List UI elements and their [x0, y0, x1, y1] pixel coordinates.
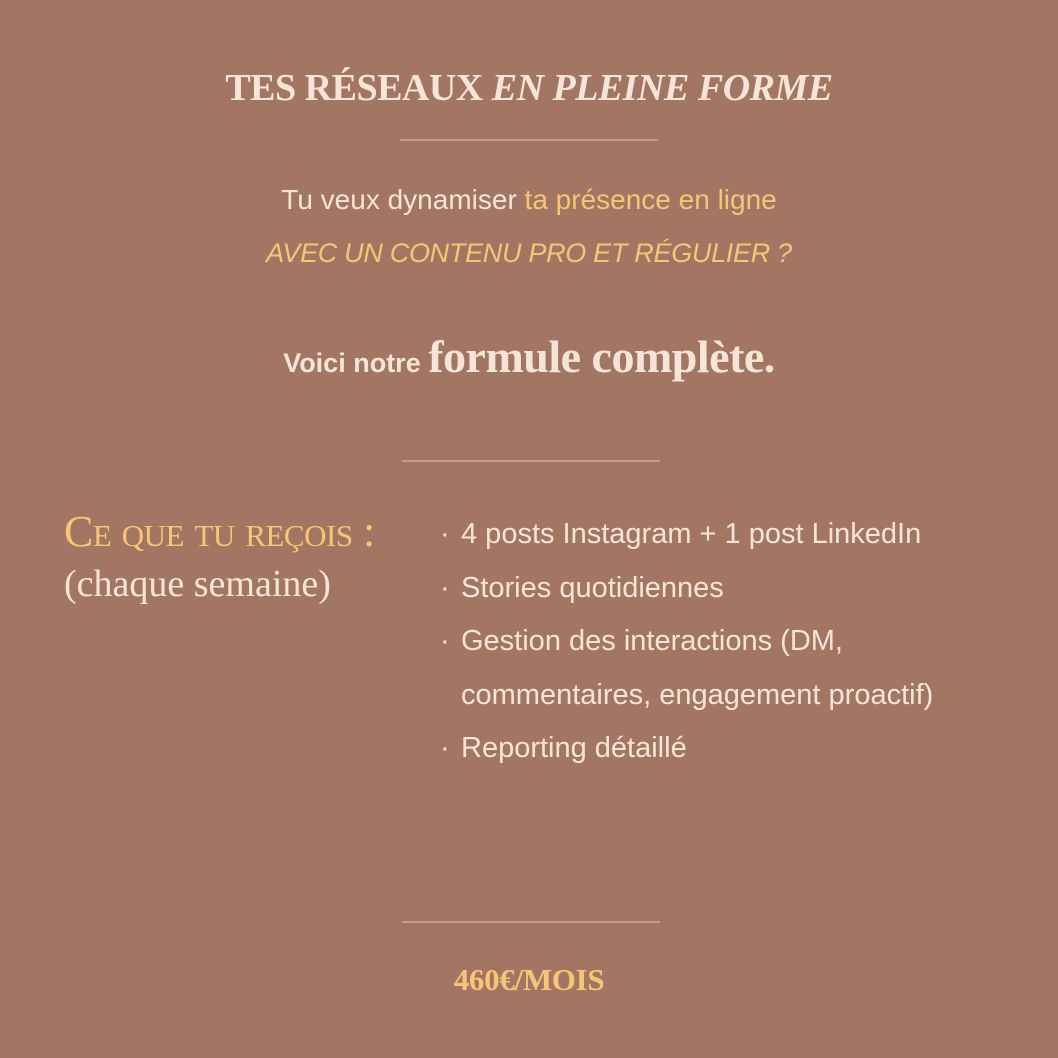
intro-line-1 [0, 184, 1058, 216]
page-title [0, 66, 1058, 110]
feature-item [438, 722, 958, 776]
feature-item [438, 508, 958, 562]
section-heading: Ce que tu reçois : [64, 507, 375, 556]
offer-emphasis: formule complète. [428, 331, 775, 382]
feature-list [438, 508, 958, 776]
divider-top [400, 139, 658, 141]
feature-text: 4 posts Instagram + 1 post LinkedIn [461, 518, 922, 550]
intro-highlight-text: ta présence en ligne [524, 184, 777, 215]
title-part-italic: EN PLEINE FORME [491, 67, 833, 109]
offer-headline [0, 330, 1058, 383]
price-label: 460€/MOIS [453, 962, 605, 997]
bullet-icon: · [440, 732, 450, 764]
intro-plain-text: Tu veux dynamiser [281, 184, 525, 215]
bullet-icon: · [440, 571, 450, 604]
divider-middle [402, 460, 660, 462]
bullet-icon: · [440, 625, 450, 657]
feature-text: Reporting détaillé [461, 732, 687, 764]
divider-bottom [402, 921, 660, 923]
feature-item [438, 615, 958, 722]
section-subheading: (chaque semaine) [64, 563, 331, 605]
bullet-icon: · [440, 518, 450, 550]
title-part-plain: TES RÉSEAUX [225, 67, 492, 109]
feature-text: Gestion des interactions (DM, commentaires, engagement proactif) [461, 625, 934, 711]
feature-text: Stories quotidiennes [461, 571, 724, 604]
intro-line-2: AVEC UN CONTENU PRO ET RÉGULIER ? [266, 238, 792, 268]
feature-item [438, 562, 958, 616]
offer-lead: Voici notre [283, 348, 429, 378]
